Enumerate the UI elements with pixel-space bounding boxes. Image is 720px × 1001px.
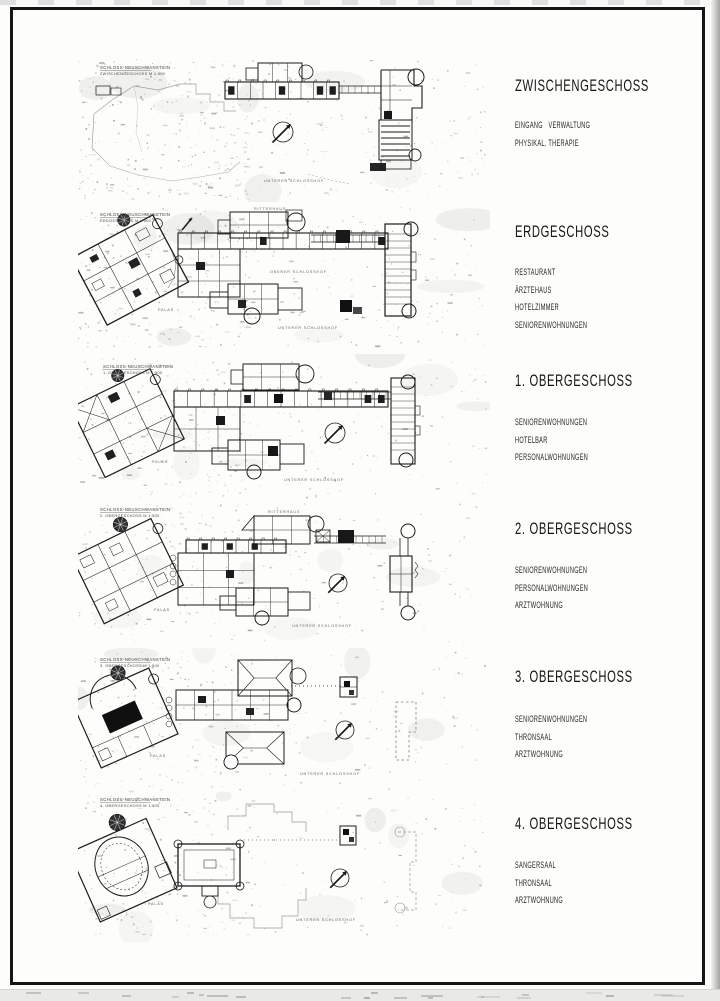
legend-item: HOTELBAR: [515, 434, 548, 445]
scan-edge-bottom: [0, 989, 720, 1001]
svg-text:RITTERHAUS: RITTERHAUS: [254, 207, 287, 211]
legend-item: ARZTWOHNUNG: [515, 600, 564, 611]
svg-text:2. OBERGESCHOSS M 1:500: 2. OBERGESCHOSS M 1:500: [100, 513, 160, 518]
legend-item: EINGANG VERWALTUNG: [515, 120, 591, 130]
scan-speck: [364, 997, 370, 999]
svg-text:4. OBERGESCHOSS M 1:500: 4. OBERGESCHOSS M 1:500: [100, 803, 160, 808]
svg-text:RITTERHAUS: RITTERHAUS: [268, 510, 301, 514]
floor-title-obergeschoss-1: 1. OBERGESCHOSS: [515, 371, 633, 390]
floor-legend-erdgeschoss: [515, 264, 632, 334]
scan-speck: [606, 995, 614, 997]
scan-speck: [172, 996, 180, 998]
svg-text:SCHLOSS-NEUSCHWANSTEIN: SCHLOSS-NEUSCHWANSTEIN: [100, 657, 171, 662]
scan-speck: [421, 995, 443, 997]
svg-text:SCHLOSS-NEUSCHWANSTEIN: SCHLOSS-NEUSCHWANSTEIN: [100, 65, 171, 70]
scan-speck: [522, 994, 529, 996]
svg-text:PALAS: PALAS: [158, 308, 174, 312]
legend-item: SENIORENWOHNUNGEN: [515, 565, 588, 575]
svg-text:PALAS: PALAS: [154, 608, 170, 612]
legend-item: THRONSAAL: [515, 877, 552, 888]
scan-speck: [26, 992, 41, 994]
svg-text:SCHLOSS-NEUSCHWANSTEIN: SCHLOSS-NEUSCHWANSTEIN: [103, 364, 174, 369]
scan-speck: [236, 996, 246, 998]
legend-item: SENIORENWOHNUNGEN: [515, 319, 588, 330]
floor-legend-zwischengeschoss: [515, 117, 636, 152]
legend-item: SANGERSAAL: [515, 860, 556, 870]
floor-title-obergeschoss-4: 4. OBERGESCHOSS: [515, 814, 633, 833]
floor-title-zwischengeschoss: ZWISCHENGESCHOSS: [515, 76, 650, 95]
floor-plan-obergeschoss-4: [78, 792, 490, 942]
legend-item: PHYSIKAL. THERAPIE: [515, 137, 579, 148]
floor-legend-obergeschoss-4: [515, 857, 593, 910]
svg-text:SCHLOSS-NEUSCHWANSTEIN: SCHLOSS-NEUSCHWANSTEIN: [100, 797, 171, 802]
svg-text:3. OBERGESCHOSS M 1:500: 3. OBERGESCHOSS M 1:500: [100, 663, 160, 668]
floor-title-obergeschoss-2: 2. OBERGESCHOSS: [515, 519, 633, 538]
svg-text:UNTERER SCHLOSSHOF: UNTERER SCHLOSSHOF: [278, 326, 338, 330]
svg-text:PALAS: PALAS: [148, 902, 164, 906]
svg-text:PALAS: PALAS: [152, 460, 168, 464]
scan-speck: [477, 996, 500, 998]
legend-item: ARZTWOHNUNG: [515, 895, 564, 906]
floor-plan-obergeschoss-1: [78, 354, 490, 500]
legend-item: PERSONALWOHNUNGEN: [515, 452, 589, 463]
floor-title-erdgeschoss: ERDGESCHOSS: [515, 222, 610, 241]
legend-item: ARZTWOHNUNG: [515, 749, 564, 760]
svg-text:OBERER SCHLOSSHOF: OBERER SCHLOSSHOF: [270, 270, 327, 274]
svg-text:UNTERER SCHLOSSHOF: UNTERER SCHLOSSHOF: [296, 918, 356, 922]
floor-plan-obergeschoss-3: [78, 648, 490, 794]
scan-edge-right: [711, 0, 720, 1000]
scan-speck: [586, 992, 602, 994]
scan-speck: [371, 992, 378, 994]
svg-text:PALAS: PALAS: [150, 754, 166, 758]
scan-speck: [394, 997, 407, 999]
svg-text:UNTERER SCHLOSSHOF: UNTERER SCHLOSSHOF: [284, 478, 344, 482]
svg-text:UNTERER SCHLOSSHOF: UNTERER SCHLOSSHOF: [300, 772, 360, 776]
svg-text:UNTERER SCHLOSSHOF: UNTERER SCHLOSSHOF: [292, 624, 352, 628]
scan-speck: [207, 995, 229, 997]
floor-plan-obergeschoss-2: [78, 500, 490, 646]
floor-legend-obergeschoss-1: [515, 414, 633, 467]
scan-speck: [78, 992, 89, 994]
legend-item: SENIORENWOHNUNGEN: [515, 714, 588, 724]
scan-speck: [428, 997, 433, 999]
floor-title-obergeschoss-3: 3. OBERGESCHOSS: [515, 667, 633, 686]
scan-speck: [517, 997, 531, 999]
scan-edge-top: [0, 0, 720, 5]
legend-item: THRONSAAL: [515, 731, 552, 742]
legend-item: ÄRZTEHAUS: [515, 284, 552, 295]
svg-text:SCHLOSS-NEUSCHWANSTEIN: SCHLOSS-NEUSCHWANSTEIN: [100, 212, 171, 217]
legend-item: HOTELZIMMER: [515, 302, 560, 313]
scan-speck: [654, 994, 673, 996]
svg-text:1. OBERGESCHOSS M 1:500: 1. OBERGESCHOSS M 1:500: [103, 370, 163, 375]
scan-speck: [122, 995, 131, 997]
floor-plan-zwischengeschoss: [78, 56, 490, 202]
floor-legend-obergeschoss-2: [515, 562, 633, 615]
scan-speck: [187, 992, 194, 994]
floor-plan-erdgeschoss: [78, 204, 490, 350]
svg-text:ZWISCHENGESCHOSS M 1:500: ZWISCHENGESCHOSS M 1:500: [100, 71, 166, 76]
svg-text:ERDGESCHOSS M 1:500: ERDGESCHOSS M 1:500: [100, 218, 152, 223]
legend-item: RESTAURANT: [515, 267, 556, 277]
scan-speck: [199, 994, 204, 996]
legend-item: PERSONALWOHNUNGEN: [515, 582, 589, 593]
floor-legend-obergeschoss-3: [515, 711, 632, 764]
svg-text:SCHLOSS-NEUSCHWANSTEIN: SCHLOSS-NEUSCHWANSTEIN: [100, 507, 171, 512]
scan-speck: [341, 997, 351, 999]
legend-item: SENIORENWOHNUNGEN: [515, 417, 588, 427]
svg-text:UNTERER SCHLOSSHOF: UNTERER SCHLOSSHOF: [264, 179, 324, 183]
